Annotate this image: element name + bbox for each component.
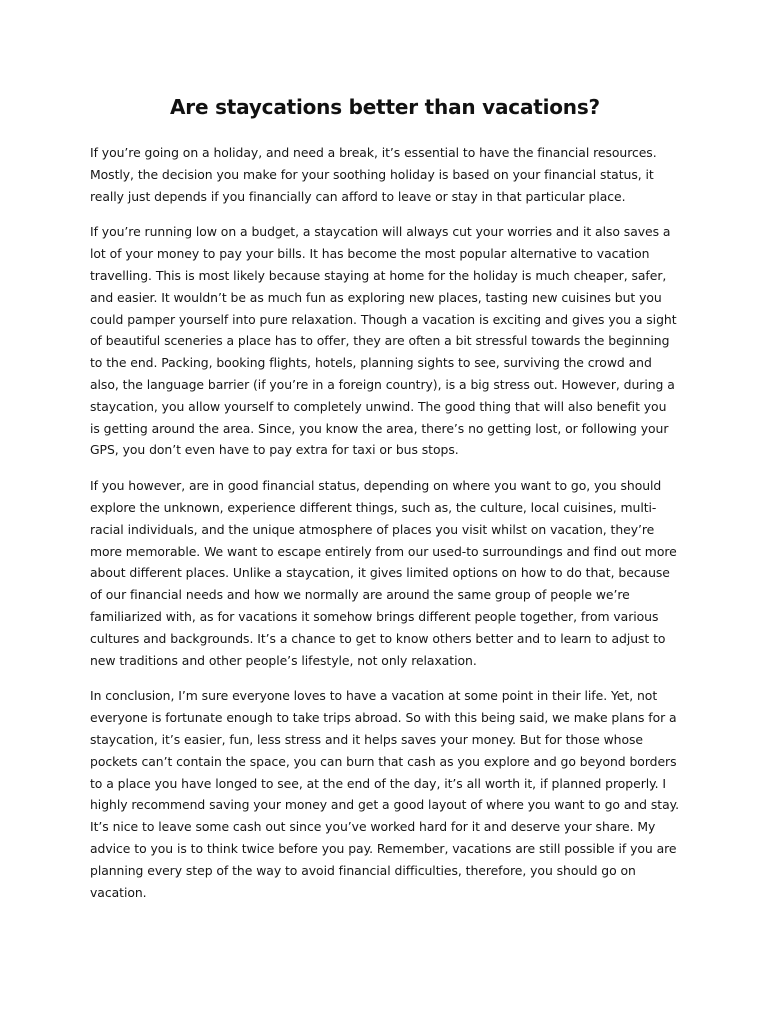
document-title: Are staycations better than vacations?	[170, 95, 600, 119]
paragraph-staycation: If you’re running low on a budget, a staycation will always cut your worries and it also saves a lot of your money to pay your bills. It has become the most popular alternative to vacation travelling. This is most likely because staying at home for the holiday is much cheaper, safer, and easier. It wouldn’t be as much fun as exploring new places, tasting new cuisines but you could pamper yourself into pure relaxation. Though a vacation is exciting and gives you a sight of beautiful sceneries a place has to offer, they are often a bit stressful towards the beginning to the end. Packing, booking flights, hotels, planning sights to see, surviving the crowd and also, the language barrier (if you’re in a foreign country), is a big stress out. However, during a staycation, you allow yourself to completely unwind. The good thing that will also benefit you is getting around the area. Since, you know the area, there’s no getting lost, or following your GPS, you don’t even have to pay extra for taxi or bus stops.	[90, 224, 677, 458]
paragraph-vacation: If you however, are in good financial status, depending on where you want to go, you should explore the unknown, experience different things, such as, the culture, local cuisines, multi-racial individuals, and the unique atmosphere of places you visit whilst on vacation, they’re more memorable. We want to escape entirely from our used-to surroundings and find out more about different places. Unlike a staycation, it gives limited options on how to do that, because of our financial needs and how we normally are around the same group of people we’re familiarized with, as for vacations it somehow brings different people together, from various cultures and backgrounds. It’s a chance to get to know others better and to learn to adjust to new traditions and other people’s lifestyle, not only relaxation.	[90, 478, 677, 668]
paragraph-introduction: If you’re going on a holiday, and need a break, it’s essential to have the financial resources. Mostly, the decision you make for your soothing holiday is based on your financial status, it really just depends if you financially can afford to leave or stay in that particular place.	[90, 145, 657, 204]
paragraph-conclusion: In conclusion, I’m sure everyone loves to have a vacation at some point in their life. Yet, not everyone is fortunate enough to take trips abroad. So with this being said, we make plans for a staycation, it’s easier, fun, less stress and it helps saves your money. But for those whose pockets can’t contain the space, you can burn that cash as you explore and go beyond borders to a place you have longed to see, at the end of the day, it’s all worth it, if planned properly. I highly recommend saving your money and get a good layout of where you want to go and stay. It’s nice to leave some cash out since you’ve worked hard for it and deserve your share. My advice to you is to think twice before you pay. Remember, vacations are still possible if you are planning every step of the way to avoid financial difficulties, therefore, you should go on vacation.	[90, 688, 680, 900]
